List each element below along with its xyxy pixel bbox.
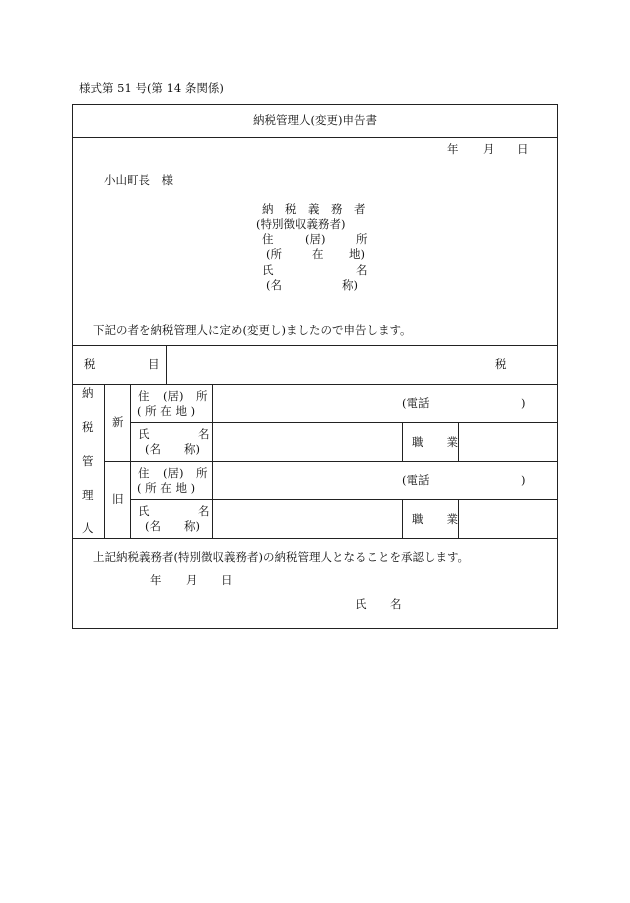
title-char-1: (名 [266, 278, 282, 292]
old-phone-close: ) [521, 473, 526, 487]
consent-date-day: 日 [221, 573, 233, 587]
address-char-1: 住 [262, 232, 274, 246]
new-phone-open: (電話 [402, 396, 430, 410]
rule-old-occ-left [402, 499, 403, 539]
tax-item-label-b: 目 [148, 357, 160, 371]
addressee: 小山町長 様 [104, 173, 173, 187]
rule-new-mid [130, 422, 558, 423]
rule-manager-col [104, 384, 105, 539]
new-title-label-2: 称) [184, 442, 200, 456]
rule-new-occ-left [402, 422, 403, 462]
name-char-1: 氏 [262, 263, 274, 277]
special-collector-label: (特別徴収義務者) [256, 217, 346, 231]
old-title-label-1: (名 [145, 519, 161, 533]
consent-name-label-1: 氏 [355, 597, 367, 611]
taxpayer-label: 納 税 義 務 者 [262, 202, 366, 216]
old-name-label-2: 名 [198, 504, 210, 518]
manager-label-char-1: 納 [82, 386, 94, 400]
tax-item-label-a: 税 [84, 357, 96, 371]
rule-newold-col [130, 384, 131, 539]
old-name-label-1: 氏 [138, 504, 150, 518]
date-year: 年 [447, 142, 459, 156]
manager-label-char-5: 人 [82, 521, 94, 535]
new-address-label-1: 住 [138, 389, 150, 403]
new-address-label-2: (居) [163, 389, 184, 403]
tax-item-suffix: 税 [495, 357, 507, 371]
old-location-label: ( 所 在 地 ) [137, 481, 196, 495]
location-char-2: 在 [312, 247, 324, 261]
old-address-label-2: (居) [163, 466, 184, 480]
manager-label-char-4: 理 [82, 488, 94, 502]
new-name-label-2: 名 [198, 427, 210, 441]
frame-top [72, 104, 558, 105]
consent-date-month: 月 [186, 573, 198, 587]
rule-label-col [212, 384, 213, 539]
new-label: 新 [112, 415, 124, 429]
old-address-label-1: 住 [138, 466, 150, 480]
title-char-2: 称) [342, 278, 358, 292]
declaration-text: 下記の者を納税管理人に定め(変更し)ましたので申告します。 [93, 323, 412, 337]
location-char-3: 地) [349, 247, 365, 261]
new-phone-close: ) [521, 396, 526, 410]
rule-declaration [72, 345, 558, 346]
manager-label-char-2: 税 [82, 420, 94, 434]
form-title: 納税管理人(変更)申告書 [253, 113, 377, 127]
rule-old-mid [130, 499, 558, 500]
consent-date-year: 年 [150, 573, 162, 587]
old-label: 旧 [112, 492, 124, 506]
rule-tax-item-sep [166, 345, 167, 385]
address-char-3: 所 [356, 232, 368, 246]
rule-new-occ-right [458, 422, 459, 462]
location-char-1: (所 [266, 247, 282, 261]
form-number: 様式第 51 号(第 14 条関係) [79, 81, 224, 95]
new-occupation-label: 職 業 [412, 435, 458, 449]
date-day: 日 [517, 142, 529, 156]
new-location-label: ( 所 在 地 ) [137, 404, 196, 418]
manager-label-char-3: 管 [82, 454, 94, 468]
new-name-label-1: 氏 [138, 427, 150, 441]
new-title-label-1: (名 [145, 442, 161, 456]
old-phone-open: (電話 [402, 473, 430, 487]
date-month: 月 [483, 142, 495, 156]
address-char-2: (居) [305, 232, 326, 246]
consent-name-label-2: 名 [390, 597, 402, 611]
name-char-2: 名 [356, 263, 368, 277]
frame-left [72, 104, 73, 629]
rule-title [72, 137, 558, 138]
consent-text: 上記納税義務者(特別徴収義務者)の納税管理人となることを承認します。 [93, 550, 470, 564]
rule-consent [72, 538, 558, 539]
new-address-label-3: 所 [196, 389, 208, 403]
old-address-label-3: 所 [196, 466, 208, 480]
old-occupation-label: 職 業 [412, 512, 458, 526]
frame-bottom [72, 628, 558, 629]
rule-old-occ-right [458, 499, 459, 539]
rule-new-old [104, 461, 558, 462]
rule-tax-item [72, 384, 558, 385]
frame-right [557, 104, 558, 629]
old-title-label-2: 称) [184, 519, 200, 533]
